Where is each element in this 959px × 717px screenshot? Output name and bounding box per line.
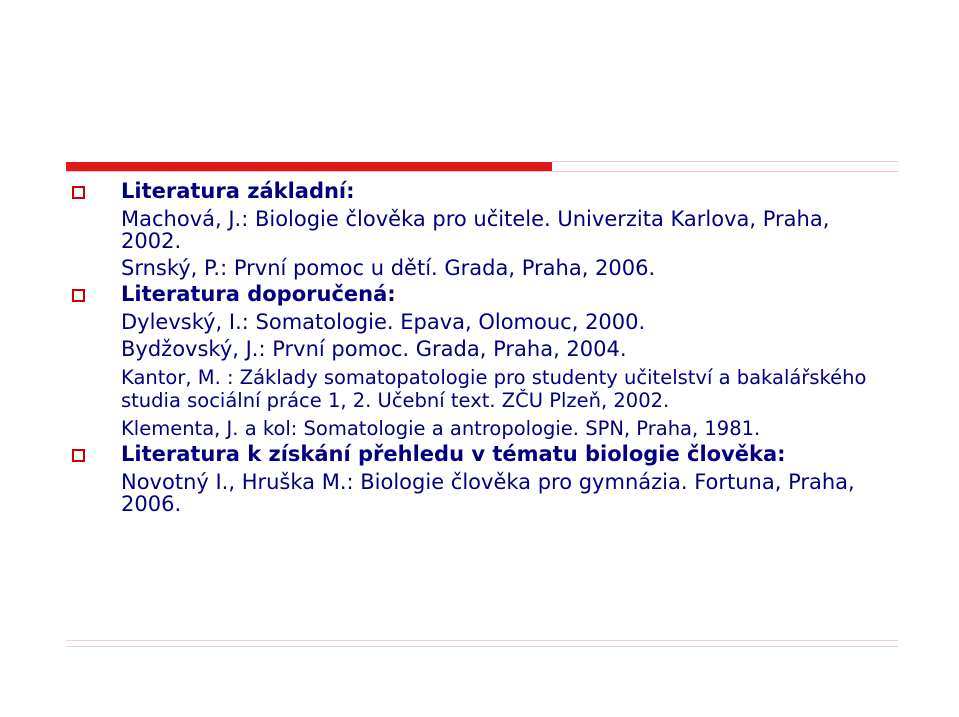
section-recommended-literature [0,281,959,441]
square-bullet-icon [72,186,85,199]
bibliography-entry: Klementa, J. a kol: Somatologie a antropologie. SPN, Praha, 1981. [121,417,761,440]
bibliography-entry: Dylevský, I.: Somatologie. Epava, Olomouc, 2000. [121,310,646,334]
bibliography-entry: Novotný I., Hruška M.: Biologie člověka pro gymnázia. Fortuna, Praha, 2006. [121,470,855,516]
section-basic-literature [0,178,959,281]
title-divider-underline [66,171,898,172]
section-overview-literature [0,441,959,517]
square-bullet-icon [72,289,85,302]
footer-divider-line [66,646,898,647]
footer-divider-line [66,640,898,641]
bibliography-list [0,178,959,517]
section-heading: Literatura k získání přehledu v tématu biologie člověka: [121,442,786,466]
bibliography-entry: Bydžovský, J.: První pomoc. Grada, Praha, 2004. [121,337,627,361]
title-divider-line [552,161,898,162]
section-heading: Literatura doporučená: [121,282,396,306]
section-heading: Literatura základní: [121,179,355,203]
bibliography-entry: Machová, J.: Biologie člověka pro učitele. Univerzita Karlova, Praha, 2002. [121,207,830,253]
bibliography-entry: Srnský, P.: První pomoc u dětí. Grada, Praha, 2006. [121,256,656,280]
square-bullet-icon [72,449,85,462]
bibliography-entry: Kantor, M. : Základy somatopatologie pro studenty učitelství a bakalářského studia sociální práce 1, 2. Učební text. ZČU Plzeň, 2002. [121,366,867,412]
